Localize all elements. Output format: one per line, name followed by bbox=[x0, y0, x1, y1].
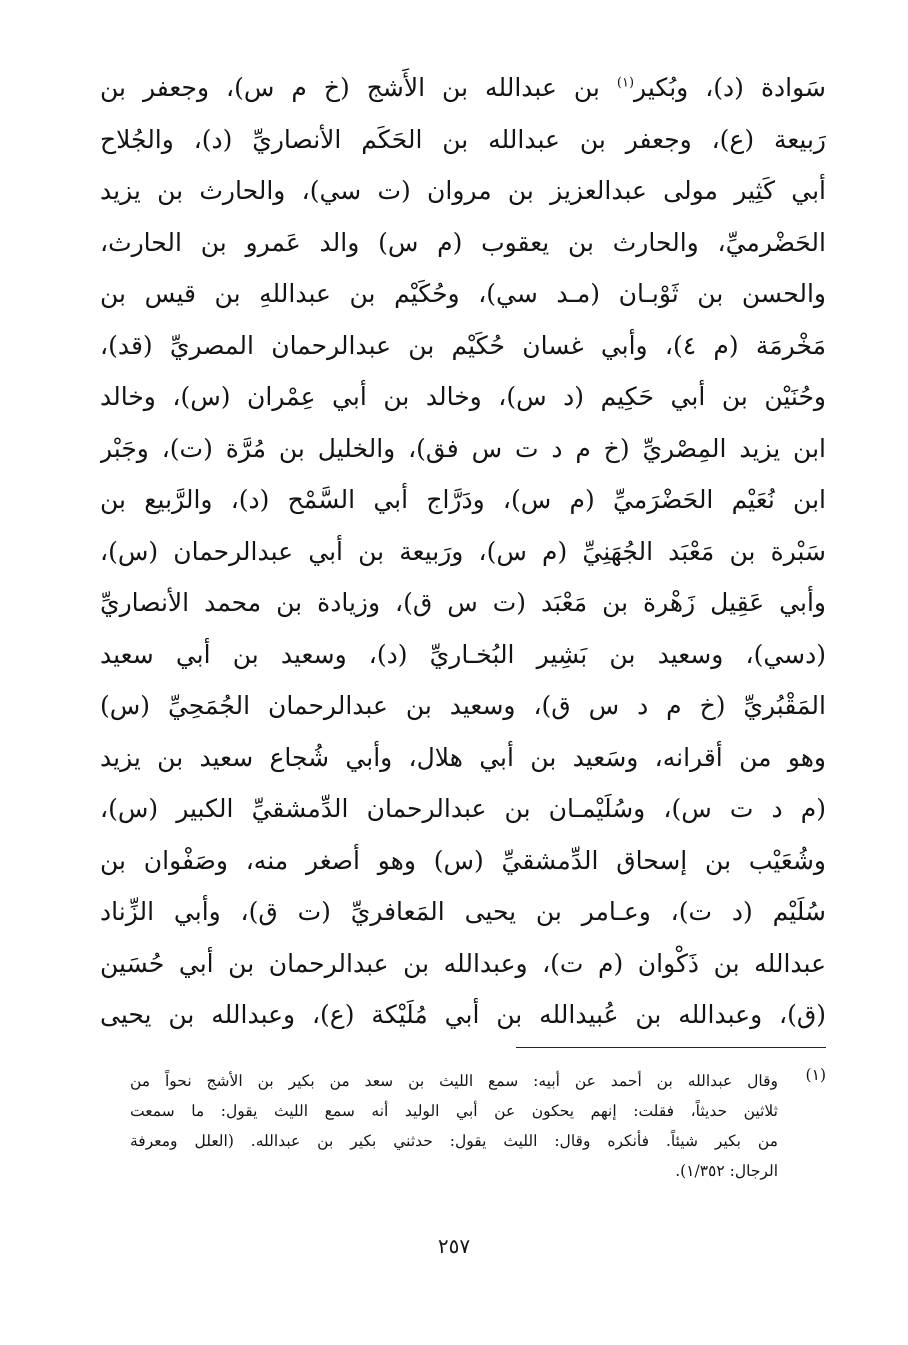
footnote-line-2: ثلاثين حديثاً، فقلت: إنهم يحكون عن أبي الوليد أنه سمع الليث يقول: ما سمعت bbox=[130, 1102, 778, 1120]
line-1-tail: بن عبدالله بن الأَشج (خ م س)، وجعفر بن bbox=[100, 73, 600, 102]
footnote-number: (١) bbox=[805, 1066, 826, 1084]
text-line-18: عبدالله بن ذَكْوان (م ت)، وعبدالله بن عبدالرحمان بن أبي حُسَين bbox=[100, 948, 826, 978]
text-line-2: رَبيعة (ع)، وجعفر بن عبدالله بن الحَكَم الأنصاريِّ (د)، والجُلاح bbox=[100, 124, 826, 154]
text-line-9: ابن نُعَيْم الحَضْرَميِّ (م س)، ودَرَّاج أبي السَّمْح (د)، والرَّبيع بن bbox=[100, 485, 826, 514]
text-line-15: (م د ت س)، وسُلَيْمـان بن عبدالرحمان الدِّمشقيِّ الكبير (س)، bbox=[100, 794, 826, 823]
text-line-3: أبي كَثِير مولى عبدالعزيز بن مروان (ت سي)، والحارث بن يزيد bbox=[100, 176, 826, 205]
line-1-head: سَوادة (د)، وبُكير bbox=[634, 73, 826, 102]
footnote-body bbox=[130, 1066, 778, 1186]
text-line-11: وأبي عَقِيل زَهْرة بن مَعْبَد (ت س ق)، وزيادة بن محمد الأنصاريِّ bbox=[100, 588, 826, 617]
page-number: ٢٥٧ bbox=[437, 1234, 471, 1258]
footnote bbox=[130, 1066, 826, 1186]
text-line-1 bbox=[100, 62, 826, 114]
footnote-line-3: من بكير شيئاً. فأنكره وقال: الليث يقول: حدثني بكير بن عبدالله. (العلل ومعرفة bbox=[130, 1132, 778, 1150]
text-line-10: سَبْرة بن مَعْبَد الجُهَنِيِّ (م س)، ورَبيعة بن أبي عبدالرحمان (س)، bbox=[100, 536, 826, 566]
text-line-17: سُلَيْم (د ت)، وعـامر بن يحيى المَعافريِّ (ت ق)، وأبي الزِّناد bbox=[100, 897, 826, 926]
text-line-12: (دسي)، وسعيد بن بَشِير البُخـاريِّ (د)، وسعيد بن أبي سعيد bbox=[100, 639, 826, 669]
text-line-5: والحسن بن ثَوْبـان (مـد سي)، وحُكَيْم بن عبداللهِ بن قيس بن bbox=[100, 279, 826, 308]
main-text bbox=[100, 62, 826, 1041]
footnote-line-4: الرجال: ١/٣٥٢). bbox=[675, 1162, 778, 1180]
text-line-13: المَقْبُريِّ (خ م د س ق)، وسعيد بن عبدالرحمان الجُمَحِيِّ (س) bbox=[100, 691, 826, 720]
text-line-16: وشُعَيْب بن إسحاق الدِّمشقيِّ (س) وهو أصغر منه، وصَفْوان بن bbox=[100, 845, 826, 875]
footnote-line-1: وقال عبدالله بن أحمد عن أبيه: سمع الليث بن سعد من بكير بن الأشج نحواً من bbox=[130, 1072, 778, 1090]
text-line-19: (ق)، وعبدالله بن عُبيدالله بن أبي مُلَيْكة (ع)، وعبدالله بن يحيى bbox=[100, 1000, 826, 1029]
footnote-reference: (١) bbox=[616, 75, 635, 91]
text-line-4: الحَضْرميِّ، والحارث بن يعقوب (م س) والد عَمرو بن الحارث، bbox=[100, 227, 826, 257]
footnote-divider bbox=[516, 1047, 826, 1048]
text-line-6: مَخْرمَة (م ٤)، وأبي غسان حُكَيْم بن عبدالرحمان المصريِّ (قد)، bbox=[100, 330, 826, 360]
text-line-14: وهو من أقرانه، وسَعيد بن أبي هلال، وأبي شُجاع سعيد بن يزيد bbox=[100, 742, 826, 772]
text-line-8: ابن يزيد المِصْريِّ (خ م د ت س فق)، والخليل بن مُرَّة (ت)، وجَبْر bbox=[100, 433, 826, 463]
text-line-7: وحُنَيْن بن أبي حَكِيم (د س)، وخالد بن أبي عِمْران (س)، وخالد bbox=[100, 382, 826, 411]
